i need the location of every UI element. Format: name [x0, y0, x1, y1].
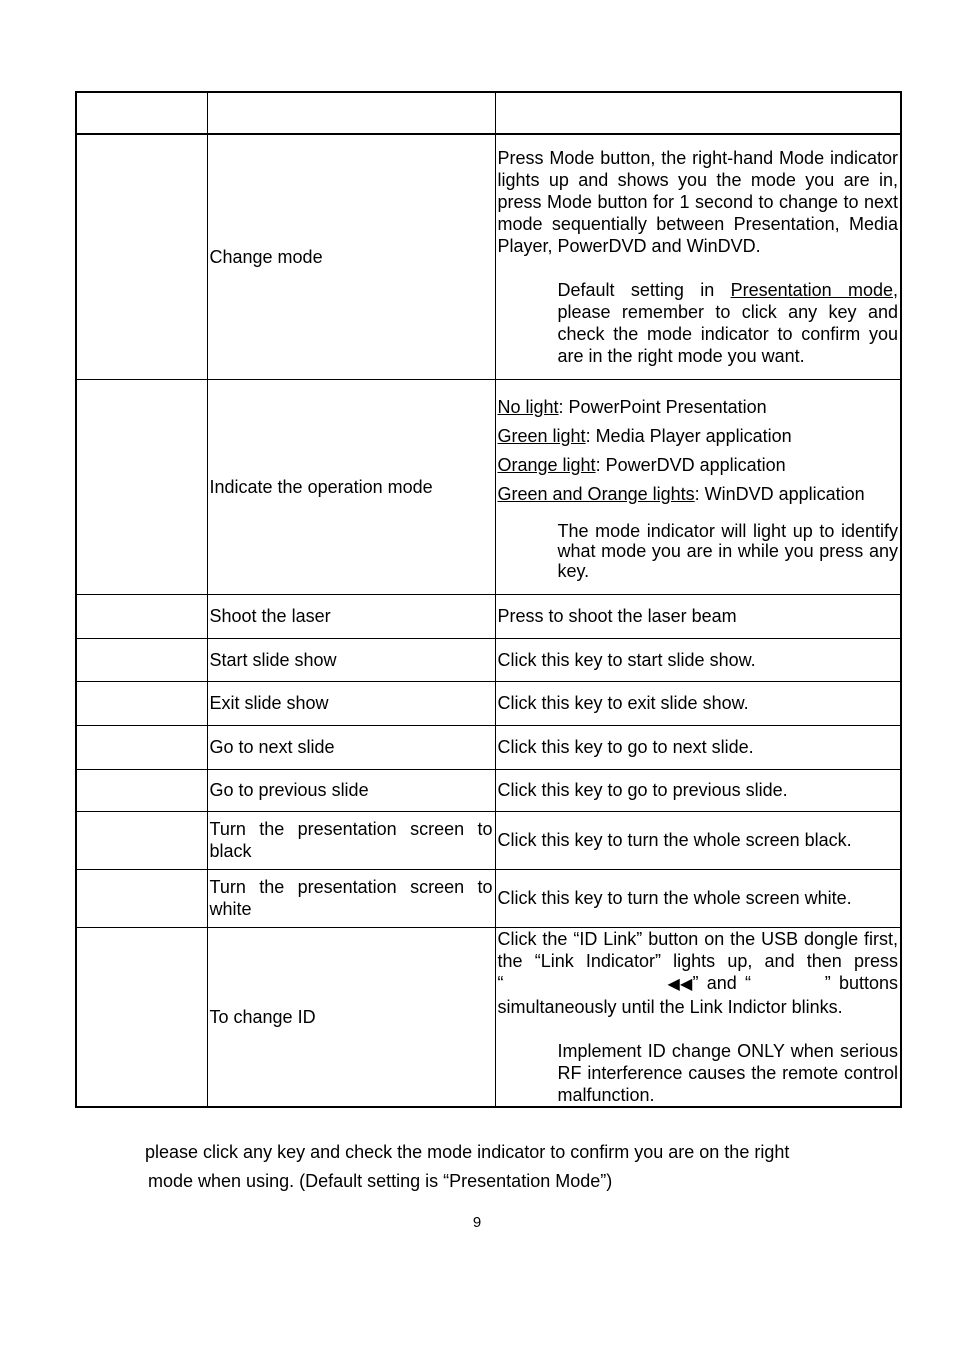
- page-number: 9: [472, 1214, 482, 1231]
- description-cell: Press to shoot the laser beam: [495, 594, 901, 638]
- table-row: [76, 638, 901, 681]
- function-cell: Change mode: [207, 134, 495, 379]
- function-cell: Start slide show: [207, 638, 495, 681]
- table-row: [76, 869, 901, 927]
- icon-cell: [76, 134, 207, 379]
- presentation-mode-link: Presentation mode: [730, 279, 893, 300]
- footer-note: [145, 1138, 905, 1196]
- icon-cell: [76, 638, 207, 681]
- header-cell-icon: [76, 92, 207, 134]
- table-row: [76, 769, 901, 811]
- default-setting-note: Default setting in Presentation mode, please remember to click any key and check the mode indicator to confirm you are in the right mode you want.: [557, 279, 898, 366]
- function-cell: Shoot the laser: [207, 594, 495, 638]
- description-cell: Click this key to turn the whole screen black.: [495, 811, 901, 869]
- description-cell: Click this key to start slide show.: [495, 638, 901, 681]
- table-row: [76, 725, 901, 769]
- change-id-desc: Click the “ID Link” button on the USB dongle first, the “Link Indicator” lights up, and then press “ ◀◀” and “ ” buttons simultaneously until the Link Indictor blinks.: [497, 928, 898, 1017]
- description-cell: [495, 379, 901, 594]
- table-row: [76, 681, 901, 725]
- table-row: [76, 811, 901, 869]
- icon-cell: [76, 927, 207, 1107]
- function-cell: Go to previous slide: [207, 769, 495, 811]
- icon-cell: [76, 769, 207, 811]
- function-cell: Turn the presentation screen to white: [207, 869, 495, 927]
- function-cell: To change ID: [207, 927, 495, 1107]
- description-cell: Click this key to exit slide show.: [495, 681, 901, 725]
- table-row-indicate-mode: [76, 379, 901, 594]
- function-cell: Exit slide show: [207, 681, 495, 725]
- description-cell: [495, 927, 901, 1107]
- header-cell-description: [495, 92, 901, 134]
- table-header-row: [76, 92, 901, 134]
- description-cell: Click this key to turn the whole screen white.: [495, 869, 901, 927]
- mode-item: Orange light: PowerDVD application: [497, 454, 786, 475]
- table-row-change-id: [76, 927, 901, 1107]
- icon-cell: [76, 725, 207, 769]
- icon-cell: [76, 594, 207, 638]
- table-row-change-mode: [76, 134, 901, 379]
- mode-item: Green and Orange lights: WinDVD application: [497, 483, 865, 504]
- function-cell: Go to next slide: [207, 725, 495, 769]
- mode-item: Green light: Media Player application: [497, 425, 792, 446]
- description-cell: Click this key to go to previous slide.: [495, 769, 901, 811]
- function-cell: Turn the presentation screen to black: [207, 811, 495, 869]
- header-cell-function: [207, 92, 495, 134]
- description-cell: [495, 134, 901, 379]
- function-table: [75, 91, 902, 1108]
- mode-item: No light: PowerPoint Presentation: [497, 396, 767, 417]
- footer-line-2: mode when using. (Default setting is “Presentation Mode”): [148, 1171, 613, 1191]
- rewind-icon: ◀◀: [667, 975, 693, 993]
- icon-cell: [76, 811, 207, 869]
- icon-cell: [76, 869, 207, 927]
- mode-indicator-note: The mode indicator will light up to identify what mode you are in while you press any key.: [557, 520, 898, 581]
- table-row: [76, 594, 901, 638]
- icon-cell: [76, 379, 207, 594]
- description-cell: Click this key to go to next slide.: [495, 725, 901, 769]
- function-cell: Indicate the operation mode: [207, 379, 495, 594]
- icon-cell: [76, 681, 207, 725]
- id-change-warning: Implement ID change ONLY when serious RF interference causes the remote control malfunction.: [557, 1040, 898, 1105]
- footer-line-1: please click any key and check the mode indicator to confirm you are on the right: [145, 1142, 790, 1162]
- change-mode-desc: Press Mode button, the right-hand Mode indicator lights up and shows you the mode you are in, press Mode button for 1 second to change to next mode sequentially between Presentation, Media Player, PowerDVD and WinDVD.: [497, 147, 898, 256]
